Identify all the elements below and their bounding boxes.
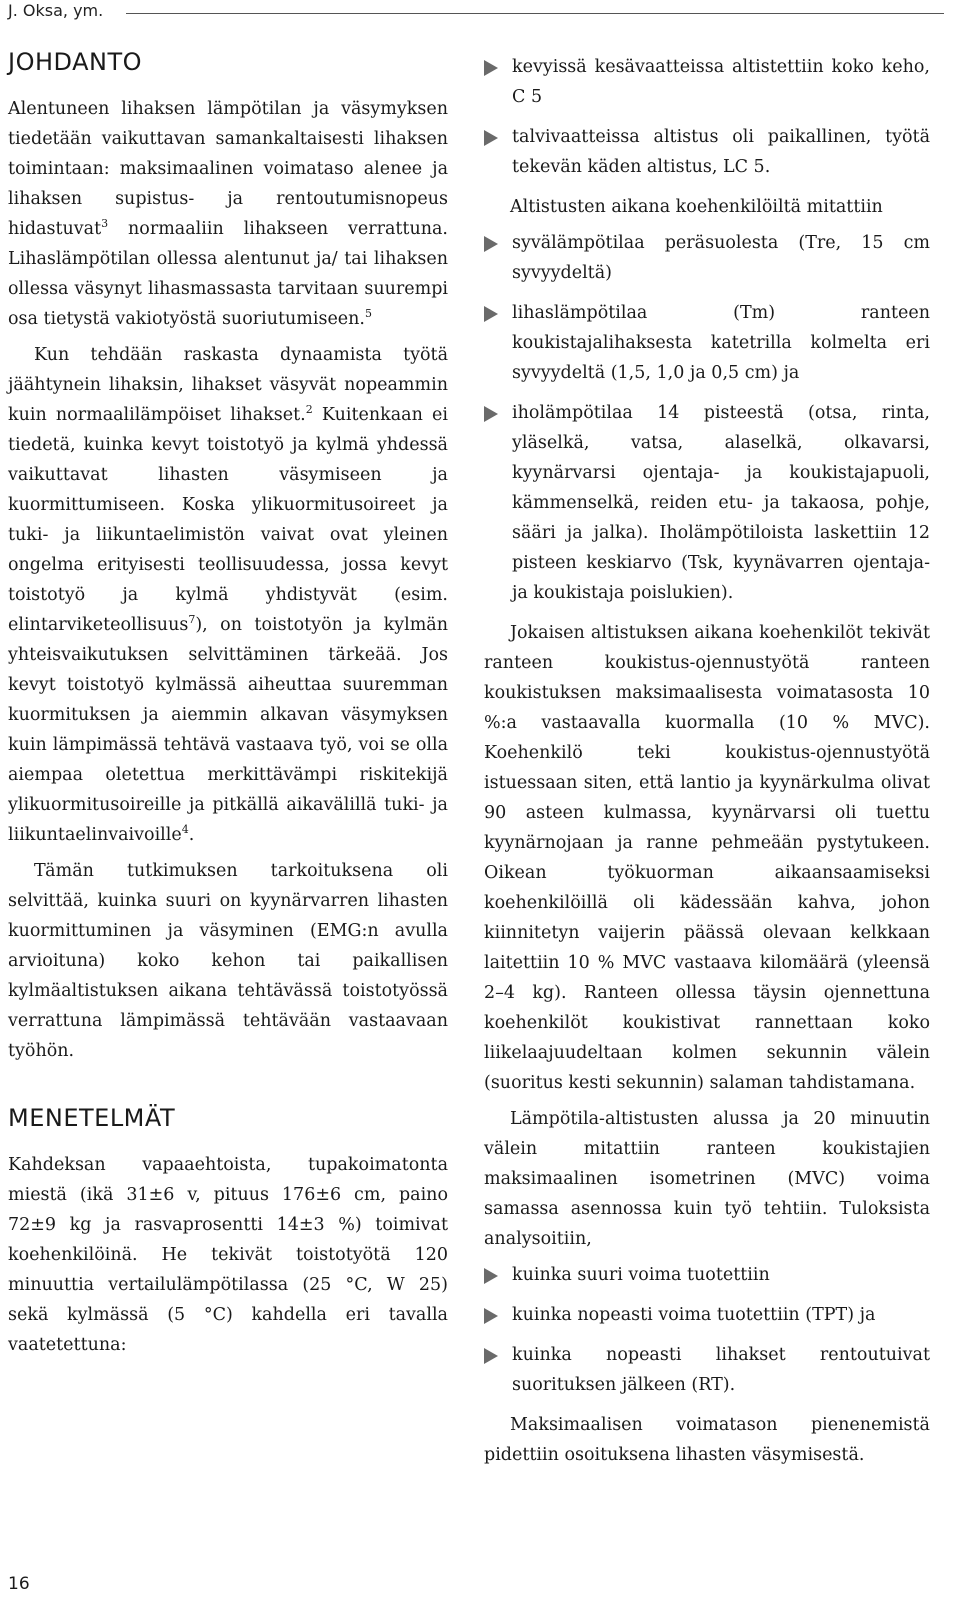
text-run: Kuitenkaan ei tiedetä, kuinka kevyt toistotyö ja kylmä yhdessä vaikuttavat lihasten väsymiseen ja kuormittumiseen. Koska ylikuormitusoireet ja tuki- ja liikuntaelimistön vaivat ovat yleinen ongelma erityisesti teollisuudessa, jossa kevyt toistotyö ja kylmä yhdistyvät (esim. elintarviketeollisuus — [8, 405, 448, 635]
paragraph-intro-2 — [8, 340, 448, 850]
triangle-bullet-icon — [484, 1268, 498, 1284]
triangle-bullet-icon — [484, 306, 498, 322]
paragraph-mvc-measurement: Lämpötila-altistusten alussa ja 20 minuutin välein mitattiin ranteen koukistajien maksimaalinen isometrinen (MVC) voima samassa asennossa kuin työ tehtiin. Tuloksista analysoitiin, — [484, 1109, 930, 1249]
triangle-bullet-icon — [484, 130, 498, 146]
paragraph-fatigue-definition: Maksimaalisen voimatason pienenemistä pidettiin osoituksena lihasten väsymisestä. — [484, 1415, 930, 1465]
running-head — [8, 0, 952, 24]
header-rule — [126, 13, 944, 14]
text-run: . — [188, 825, 195, 845]
list-item — [484, 298, 930, 388]
list-item-text: kevyissä kesävaatteissa altistettiin koko keho, C 5 — [512, 57, 930, 107]
list-item-text: lihaslämpötilaa (Tm) ranteen koukistajalihaksesta katetrilla kolmelta eri syvyydeltä (1,5, 1,0 ja 0,5 cm) ja — [512, 303, 930, 383]
paragraph-methods-1: Kahdeksan vapaaehtoista, tupakoimatonta miestä (ikä 31±6 v, pituus 176±6 cm, paino 72±9 kg ja rasvaprosentti 14±3 %) toimivat koehenkilöinä. He tekivät toistotyötä 120 minuuttia vertailulämpötilassa (25 °C, W 25) sekä kylmässä (5 °C) kahdella eri tavalla vaatetettuna: — [8, 1155, 448, 1355]
list-item-text: kuinka nopeasti lihakset rentoutuivat suorituksen jälkeen (RT). — [512, 1345, 930, 1395]
reference-mark: 7 — [188, 613, 196, 627]
left-column — [8, 44, 448, 1366]
text-run: normaaliin lihakseen verrattuna. Lihaslämpötilan ollessa alentunut ja/ tai lihaksen ollessa väsynyt lihasmassasta tarvitaan suurempi osa tietystä vakiotyöstä suoriutumiseen. — [8, 219, 448, 329]
bullet-list-exposures — [484, 52, 930, 182]
list-item-text: talvivaatteissa altistus oli paikallinen, työtä tekevän käden altistus, LC 5. — [512, 127, 930, 177]
text-run: Alentuneen lihaksen lämpötilan ja väsymyksen tiedetään vaikuttavan samankaltaisesti lihaksen toimintaan: maksimaalinen voimataso alenee ja lihaksen supistus- ja rentoutumisnopeus hidastuvat — [8, 99, 448, 239]
list-item-text: syvälämpötilaa peräsuolesta (Tre, 15 cm syvyydeltä) — [512, 233, 930, 283]
triangle-bullet-icon — [484, 1348, 498, 1364]
author-line: J. Oksa, ym. — [8, 1, 104, 20]
triangle-bullet-icon — [484, 236, 498, 252]
text-run: Kun tehdään raskasta dynaamista työtä jäähtynein lihaksin, lihakset väsyvät nopeammin kuin normaalilämpöiset lihakset. — [8, 345, 448, 425]
triangle-bullet-icon — [484, 406, 498, 422]
list-item — [484, 122, 930, 182]
section-heading-johdanto: JOHDANTO — [8, 48, 142, 76]
list-item — [484, 1340, 930, 1400]
text-run: ), on toistotyön ja kylmän yhteisvaikutuksen selvittäminen tärkeää. Jos kevyt toistotyö kylmässä aiheuttaa suuremman kuormituksen ja aiemmin alkavan väsymyksen kuin lämpimässä tehtävä vastaava työ, voi se olla aiempaa oletettua merkittävämpi riskitekijä ylikuormitusoireille ja pitkällä aikavälillä tuki- ja liikuntaelinvaivoille — [8, 615, 448, 845]
triangle-bullet-icon — [484, 1308, 498, 1324]
reference-mark: 2 — [305, 403, 313, 417]
list-item — [484, 398, 930, 608]
section-heading-menetelmat: MENETELMÄT — [8, 1104, 176, 1132]
list-item — [484, 52, 930, 112]
reference-mark: 4 — [181, 823, 189, 837]
right-column — [484, 52, 930, 1476]
list-item-text: kuinka suuri voima tuotettiin — [512, 1265, 770, 1285]
list-item-text: iholämpötilaa 14 pisteestä (otsa, rinta, yläselkä, vatsa, alaselkä, olkavarsi, kyynärvarsi ojentaja- ja koukistajapuoli, kämmenselkä, reiden etu- ja takaosa, pohje, sääri ja jalka). Iholämpötiloista laskettiin 12 pisteen keskiarvo (Tsk, kyynävarren ojentaja- ja koukistaja poislukien). — [512, 403, 930, 603]
list-item-text: kuinka nopeasti voima tuotettiin (TPT) ja — [512, 1305, 876, 1325]
list-item — [484, 1300, 930, 1330]
paragraph-measurements-intro: Altistusten aikana koehenkilöiltä mitattiin — [510, 197, 883, 217]
list-item — [484, 228, 930, 288]
page-number: 16 — [8, 1574, 30, 1594]
reference-mark: 3 — [101, 217, 109, 231]
triangle-bullet-icon — [484, 60, 498, 76]
paragraph-task-description: Jokaisen altistuksen aikana koehenkilöt tekivät ranteen koukistus-ojennustyötä ranteen koukistuksen maksimaalisesta voimatasosta 10 %:a vastaavalla kuormalla (10 % MVC). Koehenkilö teki koukistus-ojennustyötä istuessaan siten, että lantio ja kyynärkulma olivat 90 asteen kulmassa, kyynärvarsi oli tuettu kyynärnojaan ja ranne pehmeään pystytukeen. Oikean työkuorman aikaansaamiseksi koehenkilöillä oli kädessään kahva, johon kiinnitetyn vaijerin päässä olevaan kelkkaan laitettiin 10 % MVC vastaava kilomäärä (yleensä 2–4 kg). Ranteen ollessa täysin ojennettuna koehenkilöt koukistivat rannettaan koko liikelaajuudeltaan kolmen sekunnin välein (suoritus kesti sekunnin) salaman tahdistamana. — [484, 623, 930, 1093]
reference-mark: 5 — [365, 307, 372, 321]
paragraph-intro-3: Tämän tutkimuksen tarkoituksena oli selvittää, kuinka suuri on kyynärvarren lihasten kuormittuminen ja väsyminen (EMG:n avulla arvioituna) koko kehon tai paikallisen kylmäaltistuksen aikana tehtävässä toistotyössä verrattuna lämpimässä tehtävään vastaavaan työhön. — [8, 861, 448, 1061]
list-item — [484, 1260, 930, 1290]
bullet-list-measurements — [484, 228, 930, 608]
bullet-list-analysis — [484, 1260, 930, 1400]
paragraph-intro-1 — [8, 94, 448, 334]
